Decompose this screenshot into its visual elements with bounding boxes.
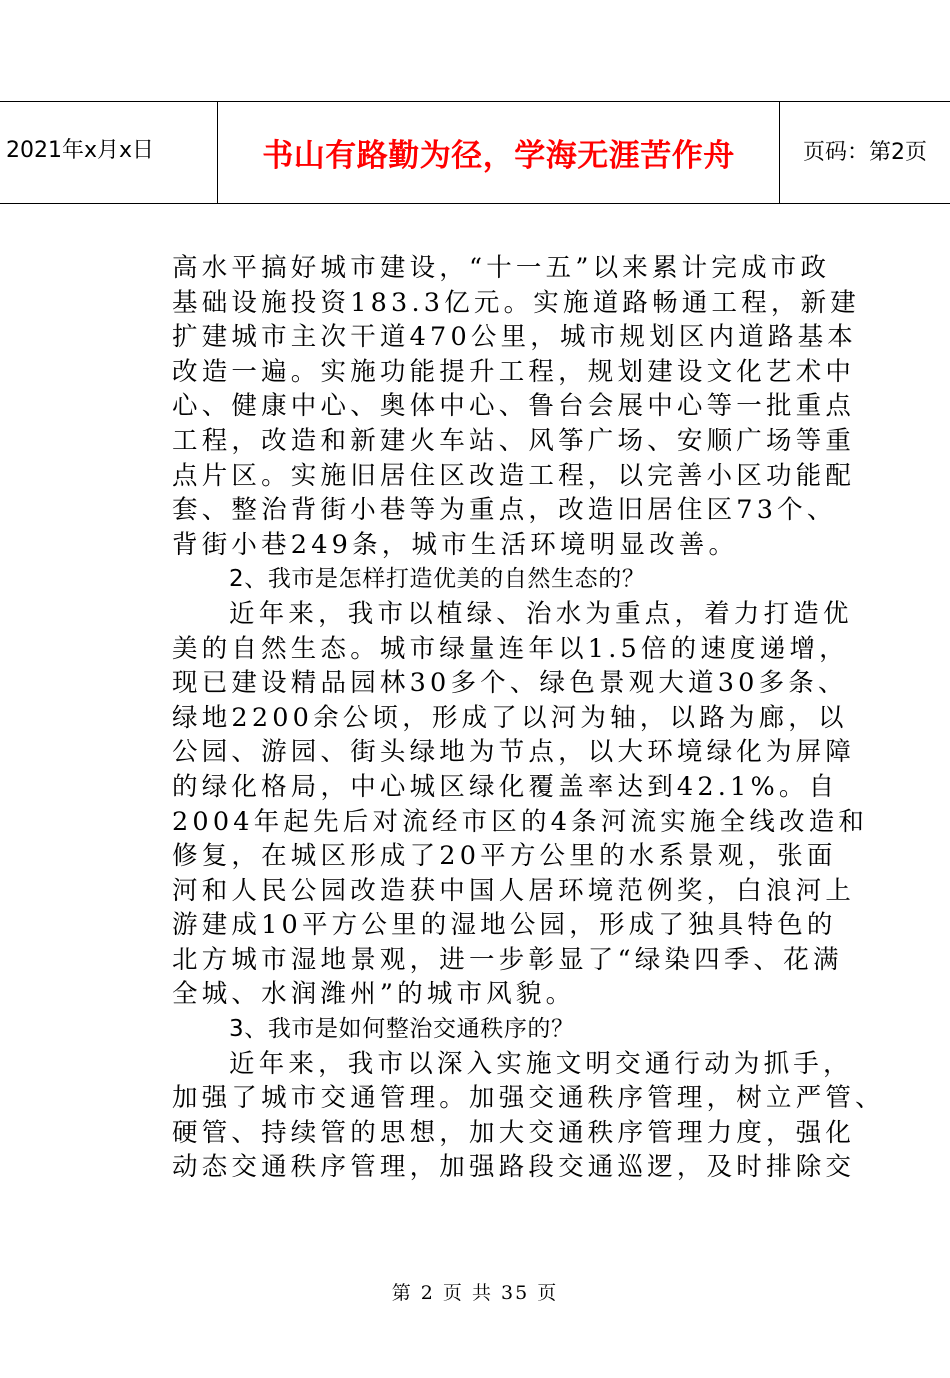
body-text-line: 近年来，我市以深入实施文明交通行动为抓手， bbox=[229, 1048, 853, 1079]
body-text-line: 高水平搞好城市建设，“十一五”以来累计完成市政 bbox=[172, 253, 831, 283]
document-body bbox=[172, 251, 885, 1185]
body-text-line: 套、整治背街小巷等为重点，改造旧居住区73个、 bbox=[172, 495, 837, 526]
body-text-line: 2004年起先后对流经市区的4条河流实施全线改造和 bbox=[172, 806, 869, 837]
body-text-line: 公园、游园、街头绿地为节点，以大环境绿化为屏障 bbox=[172, 737, 856, 768]
body-text-line: 基础设施投资183.3亿元。实施道路畅通工程，新建 bbox=[172, 287, 861, 318]
body-text-line: 改造一遍。实施功能提升工程，规划建设文化艺术中 bbox=[172, 356, 856, 387]
body-text-line: 全城、水润潍州”的城市风貌。 bbox=[172, 979, 576, 1010]
body-text-line: 近年来，我市以植绿、治水为重点，着力打造优 bbox=[229, 598, 853, 629]
body-text-line: 现已建设精品园林30多个、绿色景观大道30多条、 bbox=[172, 668, 848, 699]
body-text-line: 加强了城市交通管理。加强交通秩序管理，树立严管、 bbox=[172, 1083, 885, 1114]
body-text-line: 心、健康中心、奥体中心、鲁台会展中心等一批重点 bbox=[172, 391, 856, 422]
page-footer: 第 2 页 共 35 页 bbox=[391, 1282, 559, 1304]
page-header bbox=[0, 101, 950, 204]
body-text-line: 游建成10平方公里的湿地公园，形成了独具特色的 bbox=[172, 910, 837, 941]
body-text-line: 动态交通秩序管理，加强路段交通巡逻，及时排除交 bbox=[172, 1152, 856, 1183]
body-text-line: 美的自然生态。城市绿量连年以1.5倍的速度递增， bbox=[172, 633, 849, 664]
header-page-number: 页码：第2页 bbox=[803, 140, 927, 165]
body-text-line: 工程，改造和新建火车站、风筝广场、安顺广场等重 bbox=[172, 425, 856, 456]
body-text-line: 河和人民公园改造获中国人居环境范例奖，白浪河上 bbox=[172, 875, 856, 906]
section-heading: 2、我市是怎样打造优美的自然生态的？ bbox=[229, 566, 646, 593]
header-date: 2021年x月x日 bbox=[0, 102, 218, 203]
body-text-line: 的绿化格局，中心城区绿化覆盖率达到42.1%。自 bbox=[172, 771, 839, 802]
header-motto: 书山有路勤为径，学海无涯苦作舟 bbox=[218, 102, 780, 203]
section-heading: 3、我市是如何整治交通秩序的？ bbox=[229, 1016, 575, 1043]
body-text-line: 点片区。实施旧居住区改造工程，以完善小区功能配 bbox=[172, 460, 856, 491]
body-text-line: 扩建城市主次干道470公里，城市规划区内道路基本 bbox=[172, 322, 857, 353]
body-text-line: 背街小巷249条，城市生活环境明显改善。 bbox=[172, 529, 739, 560]
body-text-line: 修复，在城区形成了20平方公里的水系景观，张面 bbox=[172, 841, 837, 872]
body-text-line: 绿地2200余公顷，形成了以河为轴，以路为廊，以 bbox=[172, 702, 848, 733]
body-text-line: 北方城市湿地景观，进一步彰显了“绿染四季、花满 bbox=[172, 944, 843, 975]
body-text-line: 硬管、持续管的思想，加大交通秩序管理力度，强化 bbox=[172, 1117, 856, 1148]
